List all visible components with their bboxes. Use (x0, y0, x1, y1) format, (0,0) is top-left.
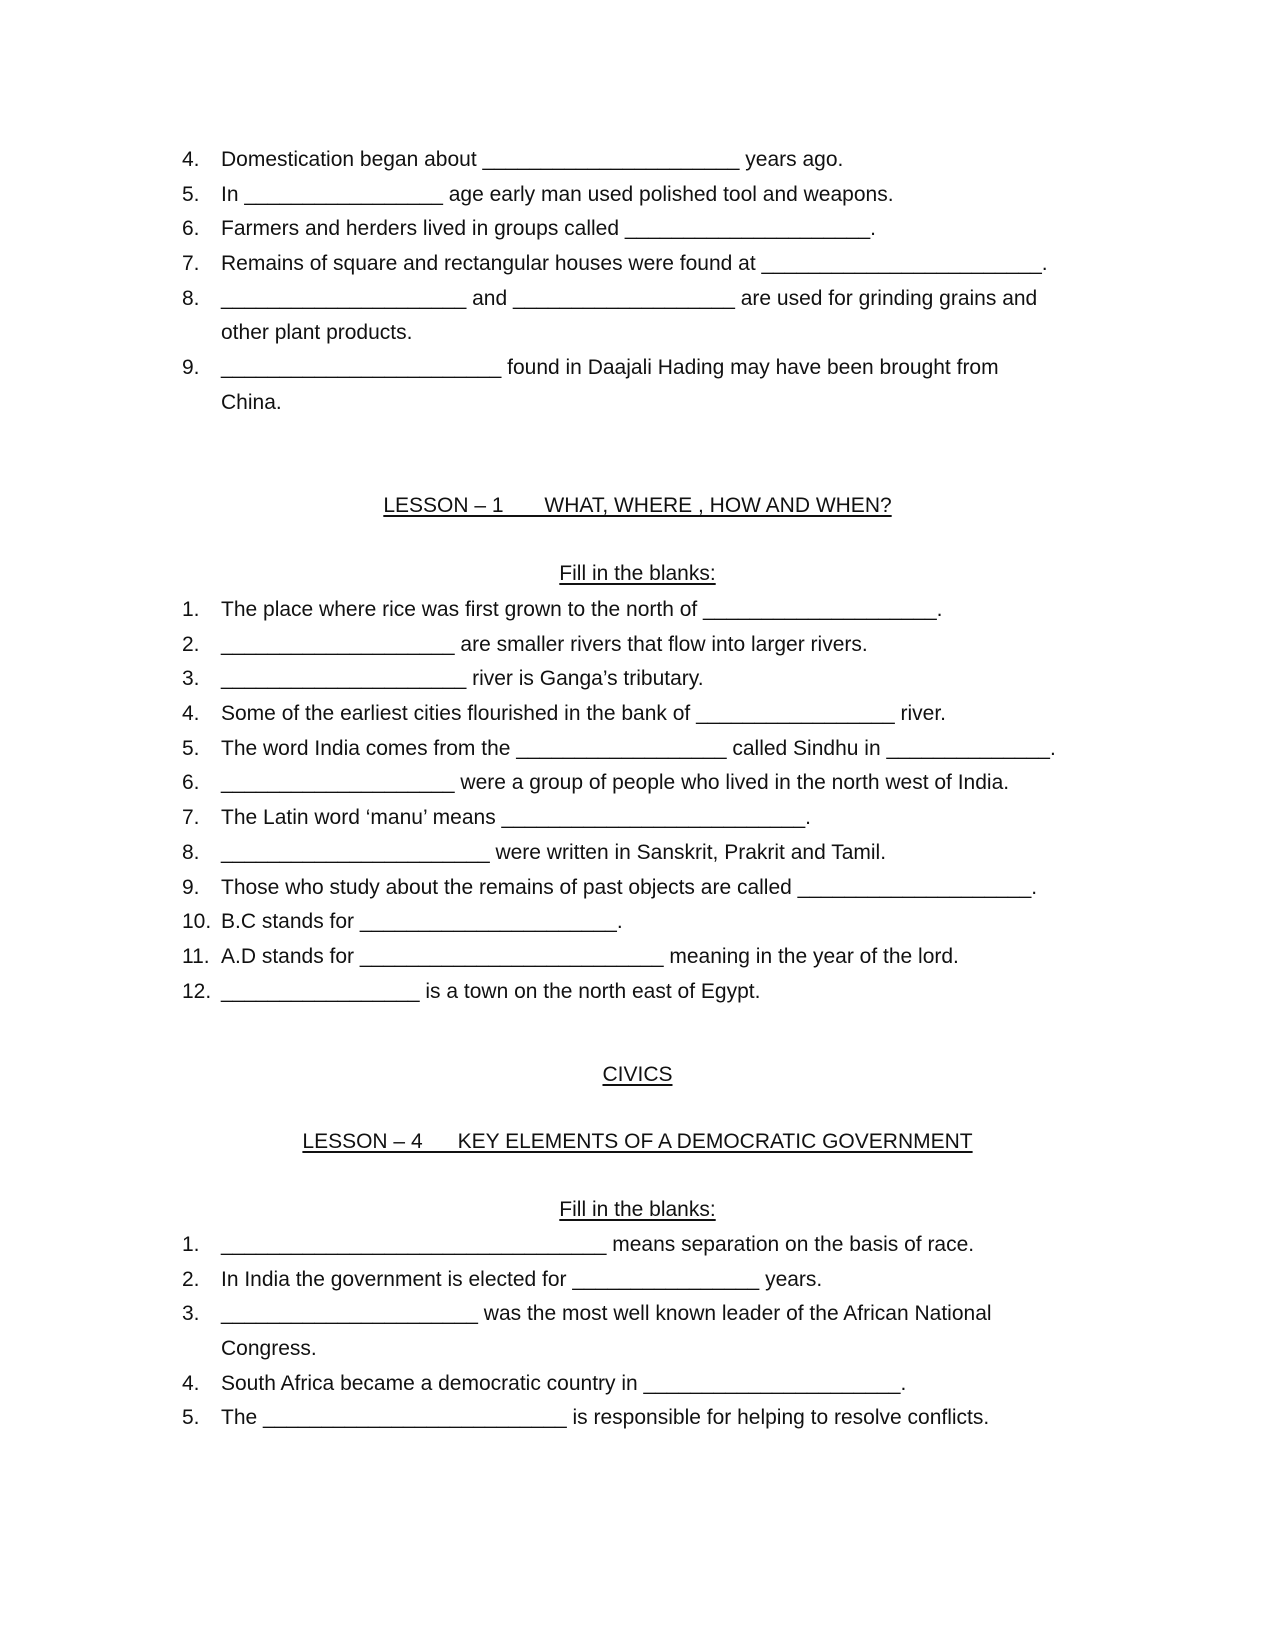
question-item (0, 628, 1275, 663)
question-text: In _________________ age early man used polished tool and weapons. (221, 182, 894, 206)
question-text: _________________________________ means separation on the basis of race. (221, 1233, 975, 1256)
question-number: 2. (182, 1267, 200, 1291)
question-item (0, 1263, 1275, 1298)
question-item (0, 697, 1275, 732)
question-text: Some of the earliest cities flourished in the bank of _________________ river. (221, 702, 946, 726)
question-number: 9. (182, 356, 200, 380)
question-text: Congress. (221, 1337, 317, 1361)
question-number: 3. (182, 1302, 200, 1326)
question-item (0, 1228, 1275, 1263)
question-text: B.C stands for ______________________. (221, 910, 623, 934)
history-questions-list (0, 143, 1275, 421)
question-text: ____________________ are smaller rivers that flow into larger rivers. (221, 632, 868, 656)
civics-section-title: CIVICS (602, 1063, 673, 1086)
question-number: 9. (182, 875, 200, 899)
question-text: South Africa became a democratic country in ______________________. (221, 1371, 907, 1395)
question-item-continuation (0, 316, 1275, 351)
question-text: other plant products. (221, 321, 413, 345)
question-number: 4. (182, 702, 200, 726)
question-item-continuation (0, 1332, 1275, 1367)
question-number: 3. (182, 667, 200, 691)
question-number: 2. (182, 632, 200, 656)
question-item (0, 247, 1275, 282)
question-number: 5. (182, 736, 200, 760)
question-text: Farmers and herders lived in groups called _____________________. (221, 217, 876, 241)
lesson-1-heading: LESSON – 1 WHAT, WHERE , HOW AND WHEN? (383, 494, 892, 517)
question-number: 8. (182, 286, 200, 310)
question-item (0, 766, 1275, 801)
question-text: _______________________ were written in Sanskrit, Prakrit and Tamil. (221, 840, 887, 864)
question-item (0, 662, 1275, 697)
question-item (0, 143, 1275, 178)
question-item (0, 940, 1275, 975)
question-item (0, 732, 1275, 767)
question-number: 12. (182, 979, 212, 1003)
question-text: ______________________ was the most well known leader of the African National (221, 1302, 992, 1326)
question-item-continuation (0, 386, 1275, 421)
question-number: 8. (182, 840, 200, 864)
question-item (0, 801, 1275, 836)
question-text: The word India comes from the __________________ called Sindhu in ______________. (221, 736, 1056, 760)
question-number: 6. (182, 771, 200, 795)
question-text: A.D stands for __________________________ meaning in the year of the lord. (221, 944, 959, 968)
question-item (0, 975, 1275, 1010)
question-item (0, 212, 1275, 247)
question-text: The __________________________ is responsible for helping to resolve conflicts. (221, 1406, 990, 1430)
question-item (0, 282, 1275, 317)
civics-questions-list (0, 1228, 1275, 1436)
question-item (0, 871, 1275, 906)
lesson-4-subheading: Fill in the blanks: (559, 1198, 716, 1221)
question-number: 5. (182, 1406, 200, 1430)
lesson-1-questions-list (0, 593, 1275, 1009)
question-text: ____________________ were a group of people who lived in the north west of India. (221, 771, 1010, 795)
question-text: China. (221, 390, 282, 414)
question-item (0, 351, 1275, 386)
question-number: 1. (182, 598, 200, 621)
question-text: _________________ is a town on the north east of Egypt. (221, 979, 761, 1003)
question-text: Domestication began about ______________________ years ago. (221, 148, 844, 171)
question-text: Remains of square and rectangular houses were found at ________________________. (221, 252, 1048, 276)
question-number: 5. (182, 182, 200, 206)
question-number: 10. (182, 910, 212, 934)
question-text: In India the government is elected for ________________ years. (221, 1267, 823, 1291)
question-number: 4. (182, 1371, 200, 1395)
question-number: 11. (182, 944, 210, 968)
question-number: 1. (182, 1233, 200, 1256)
question-text: The Latin word ‘manu’ means __________________________. (221, 806, 812, 830)
question-item (0, 1367, 1275, 1402)
question-item (0, 836, 1275, 871)
question-item (0, 593, 1275, 628)
question-item (0, 1297, 1275, 1332)
question-text: Those who study about the remains of past objects are called ____________________. (221, 875, 1038, 899)
question-text: _____________________ and ___________________ are used for grinding grains and (221, 286, 1038, 310)
question-item (0, 905, 1275, 940)
question-item (0, 1401, 1275, 1436)
question-number: 7. (182, 806, 200, 830)
question-item (0, 178, 1275, 213)
question-text: The place where rice was first grown to the north of ____________________. (221, 598, 943, 621)
lesson-1-subheading: Fill in the blanks: (559, 562, 716, 585)
question-text: ________________________ found in Daajali Hading may have been brought from (221, 356, 999, 380)
lesson-4-heading: LESSON – 4 KEY ELEMENTS OF A DEMOCRATIC GOVERNMENT (302, 1130, 973, 1153)
question-text: _____________________ river is Ganga’s tributary. (221, 667, 704, 691)
question-number: 7. (182, 252, 200, 276)
question-number: 4. (182, 148, 200, 171)
question-number: 6. (182, 217, 200, 241)
